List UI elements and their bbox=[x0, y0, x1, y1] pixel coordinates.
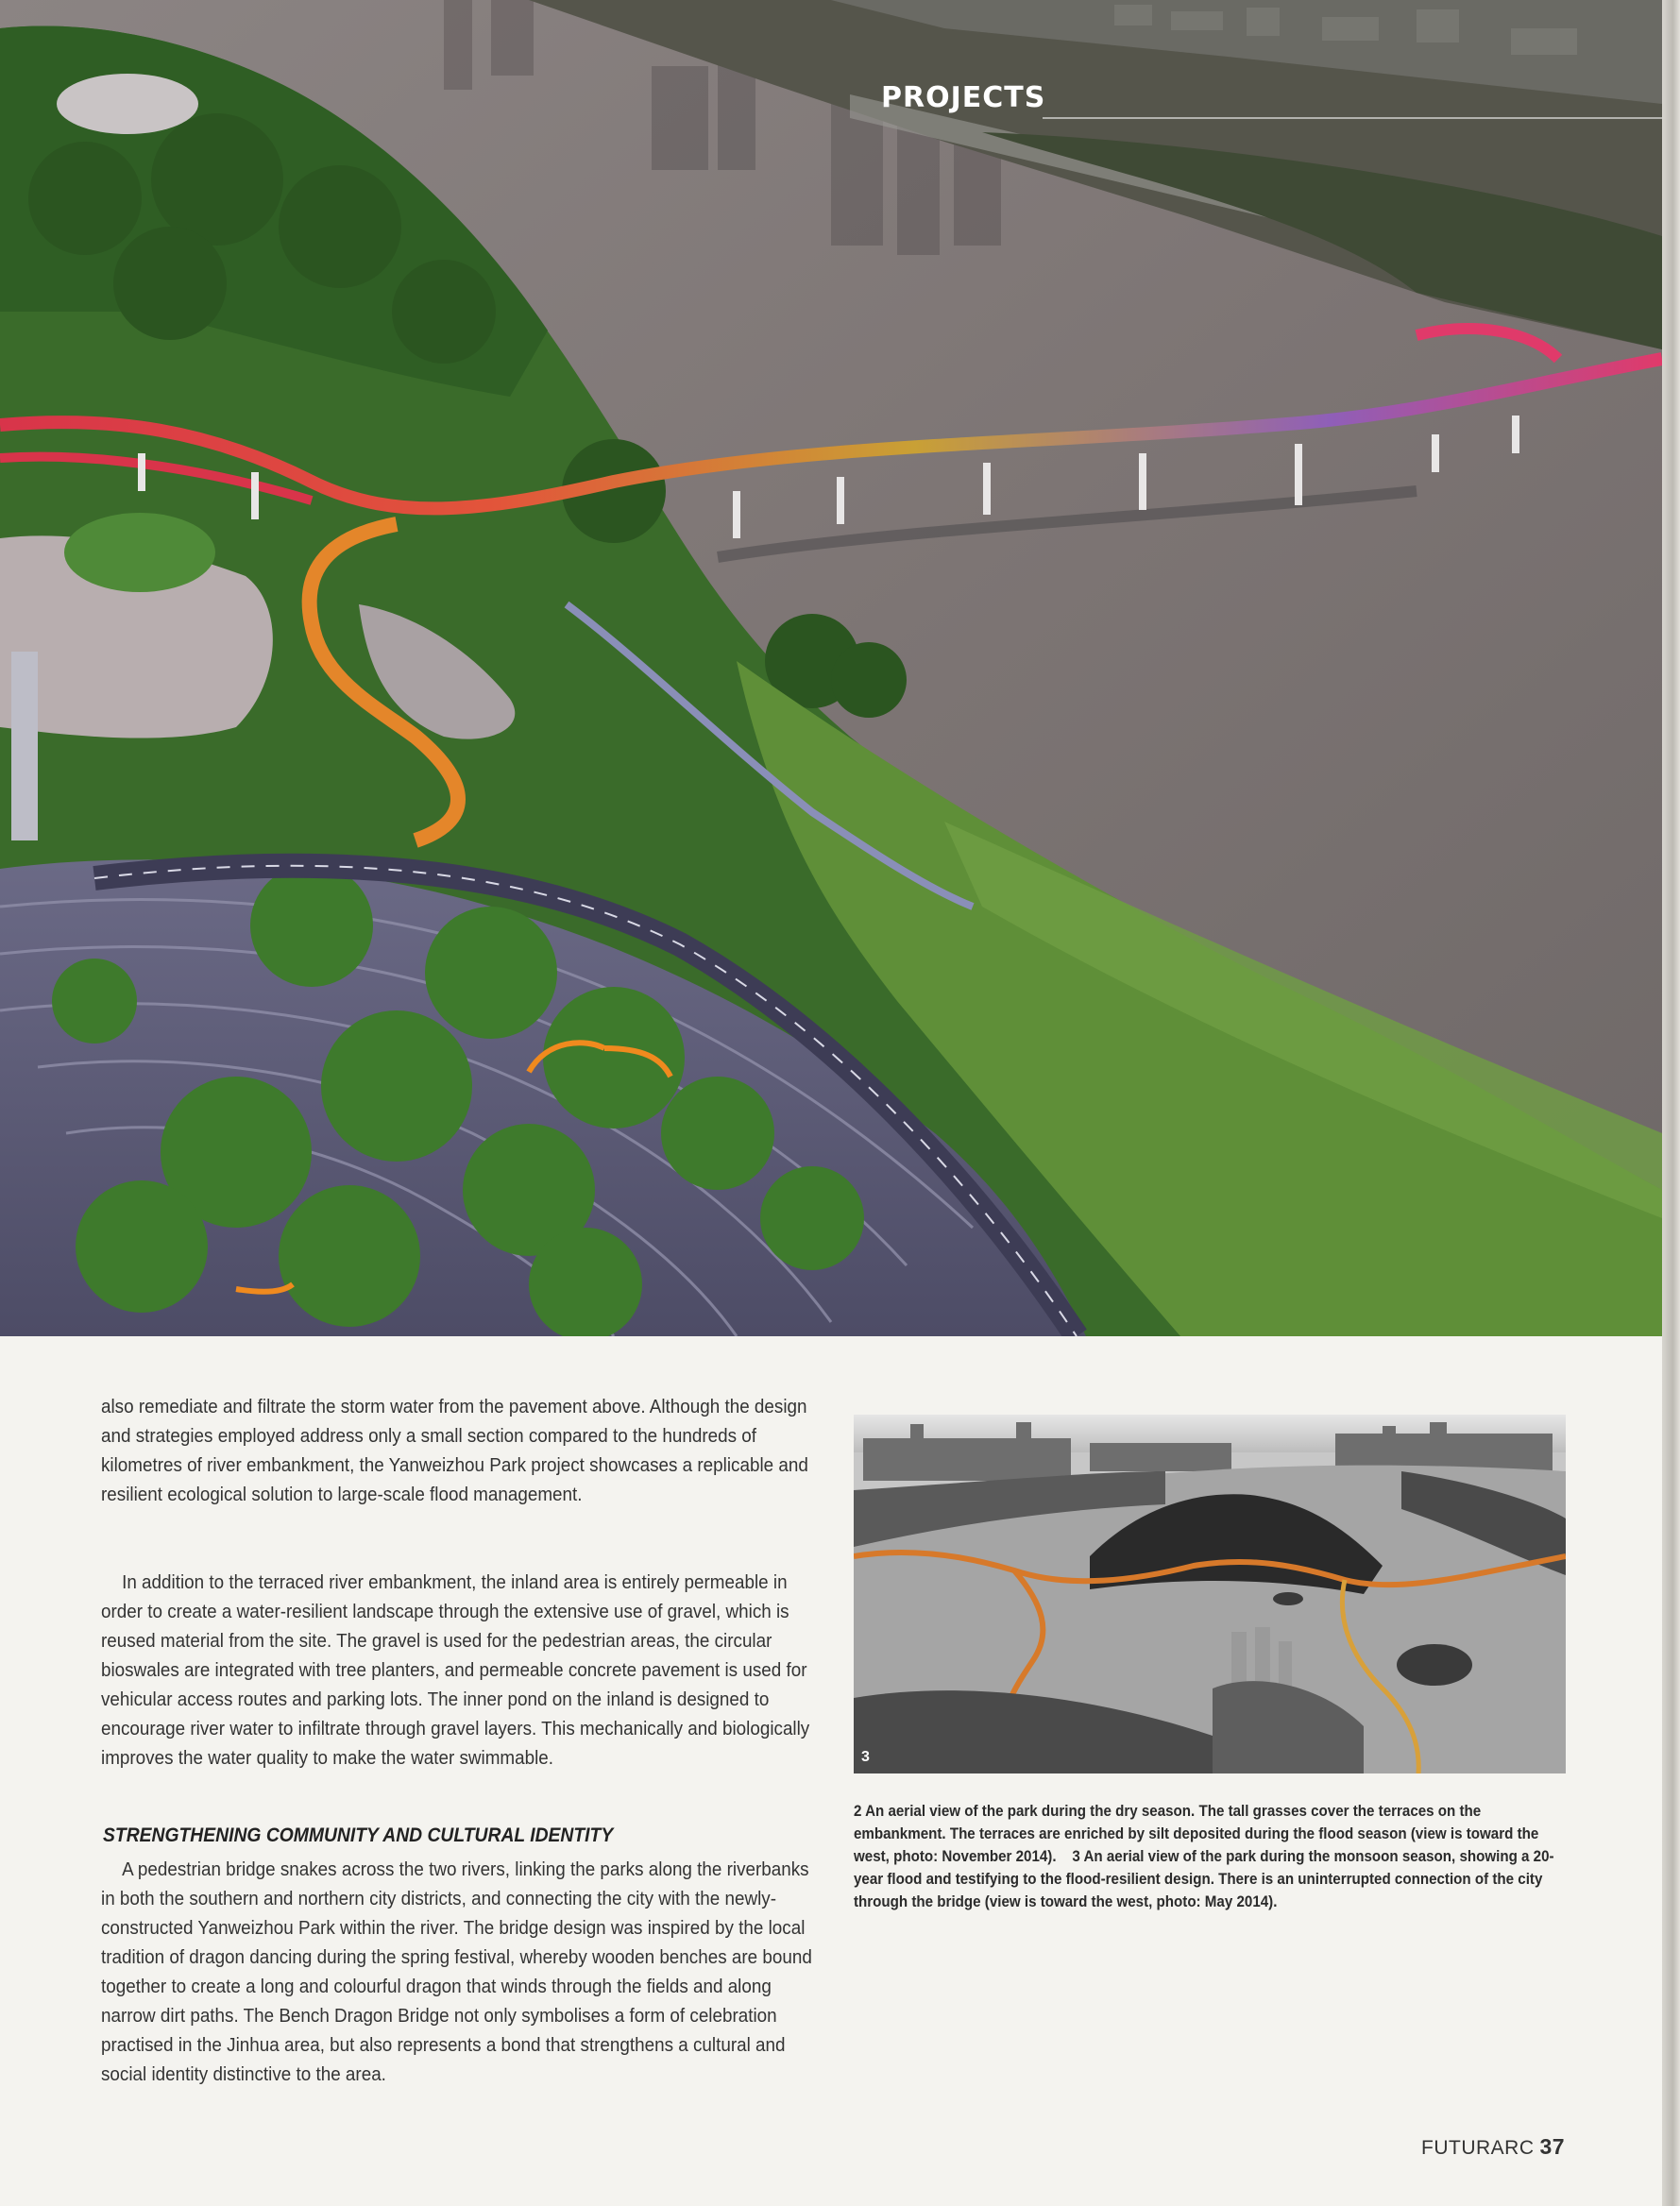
caption-number-3: 3 bbox=[1072, 1848, 1080, 1865]
inset-flood-photo bbox=[854, 1415, 1566, 1773]
page-edge-shadow bbox=[1662, 0, 1680, 2206]
page-footer bbox=[1421, 2134, 1565, 2160]
caption-text-3: An aerial view of the park during the monsoon season, showing a 20-year flood and testifying to the flood-resilient design. There is an uninterrupted connection of the city through the bridge (view is toward the west, photo: May 2014). bbox=[854, 1848, 1554, 1910]
section-heading: STRENGTHENING COMMUNITY AND CULTURAL IDENTITY bbox=[103, 1824, 614, 1846]
caption-text-2: An aerial view of the park during the dry season. The tall grasses cover the terraces on the embankment. The terraces are enriched by silt deposited during the flood season (view is toward the west, photo: November 2014). bbox=[854, 1803, 1539, 1865]
inset-photo-number: 3 bbox=[861, 1749, 870, 1765]
header-rule bbox=[1043, 117, 1662, 119]
body-paragraph-2: In addition to the terraced river embankment, the inland area is entirely permeable in order to create a water-resilient landscape through the extensive use of gravel, which is reused material from the site. The gravel is used for the pedestrian areas, the circular bioswales are integrated with tree planters, and permeable concrete pavement is used for vehicular access routes and parking lots. The inner pond on the inland is designed to encourage river water to infiltrate through gravel layers. This mechanically and biologically improves the water quality to make the water swimmable. bbox=[101, 1571, 810, 1769]
section-label: PROJECTS bbox=[881, 81, 1046, 114]
body-paragraph-1: also remediate and filtrate the storm water from the pavement above. Although the design and strategies employed address only a small section compared to the hundreds of kilometres of river embankment, the Yanweizhou Park project showcases a replicable and resilient ecological solution to large-scale flood management. bbox=[101, 1396, 808, 1505]
body-paragraph-3: A pedestrian bridge snakes across the two rivers, linking the parks along the riverbanks in both the southern and northern city districts, and connecting the city with the newly-constructed Yanweizhou Park within the river. The bridge design was inspired by the local tradition of dragon dancing during the spring festival, whereby wooden benches are bound together to create a long and colourful dragon that winds through the fields and along narrow dirt paths. The Bench Dragon Bridge not only symbolises a form of celebration practised in the Jinhua area, but also represents a bond that strengthens a cultural and social identity distinctive to the area. bbox=[101, 1858, 812, 2085]
caption-number-2: 2 bbox=[854, 1803, 862, 1820]
photo-caption bbox=[854, 1800, 1556, 1913]
page-number: 37 bbox=[1539, 2134, 1566, 2159]
magazine-name: FUTURARC bbox=[1421, 2137, 1535, 2159]
flood-aerial-photo bbox=[854, 1415, 1566, 1773]
